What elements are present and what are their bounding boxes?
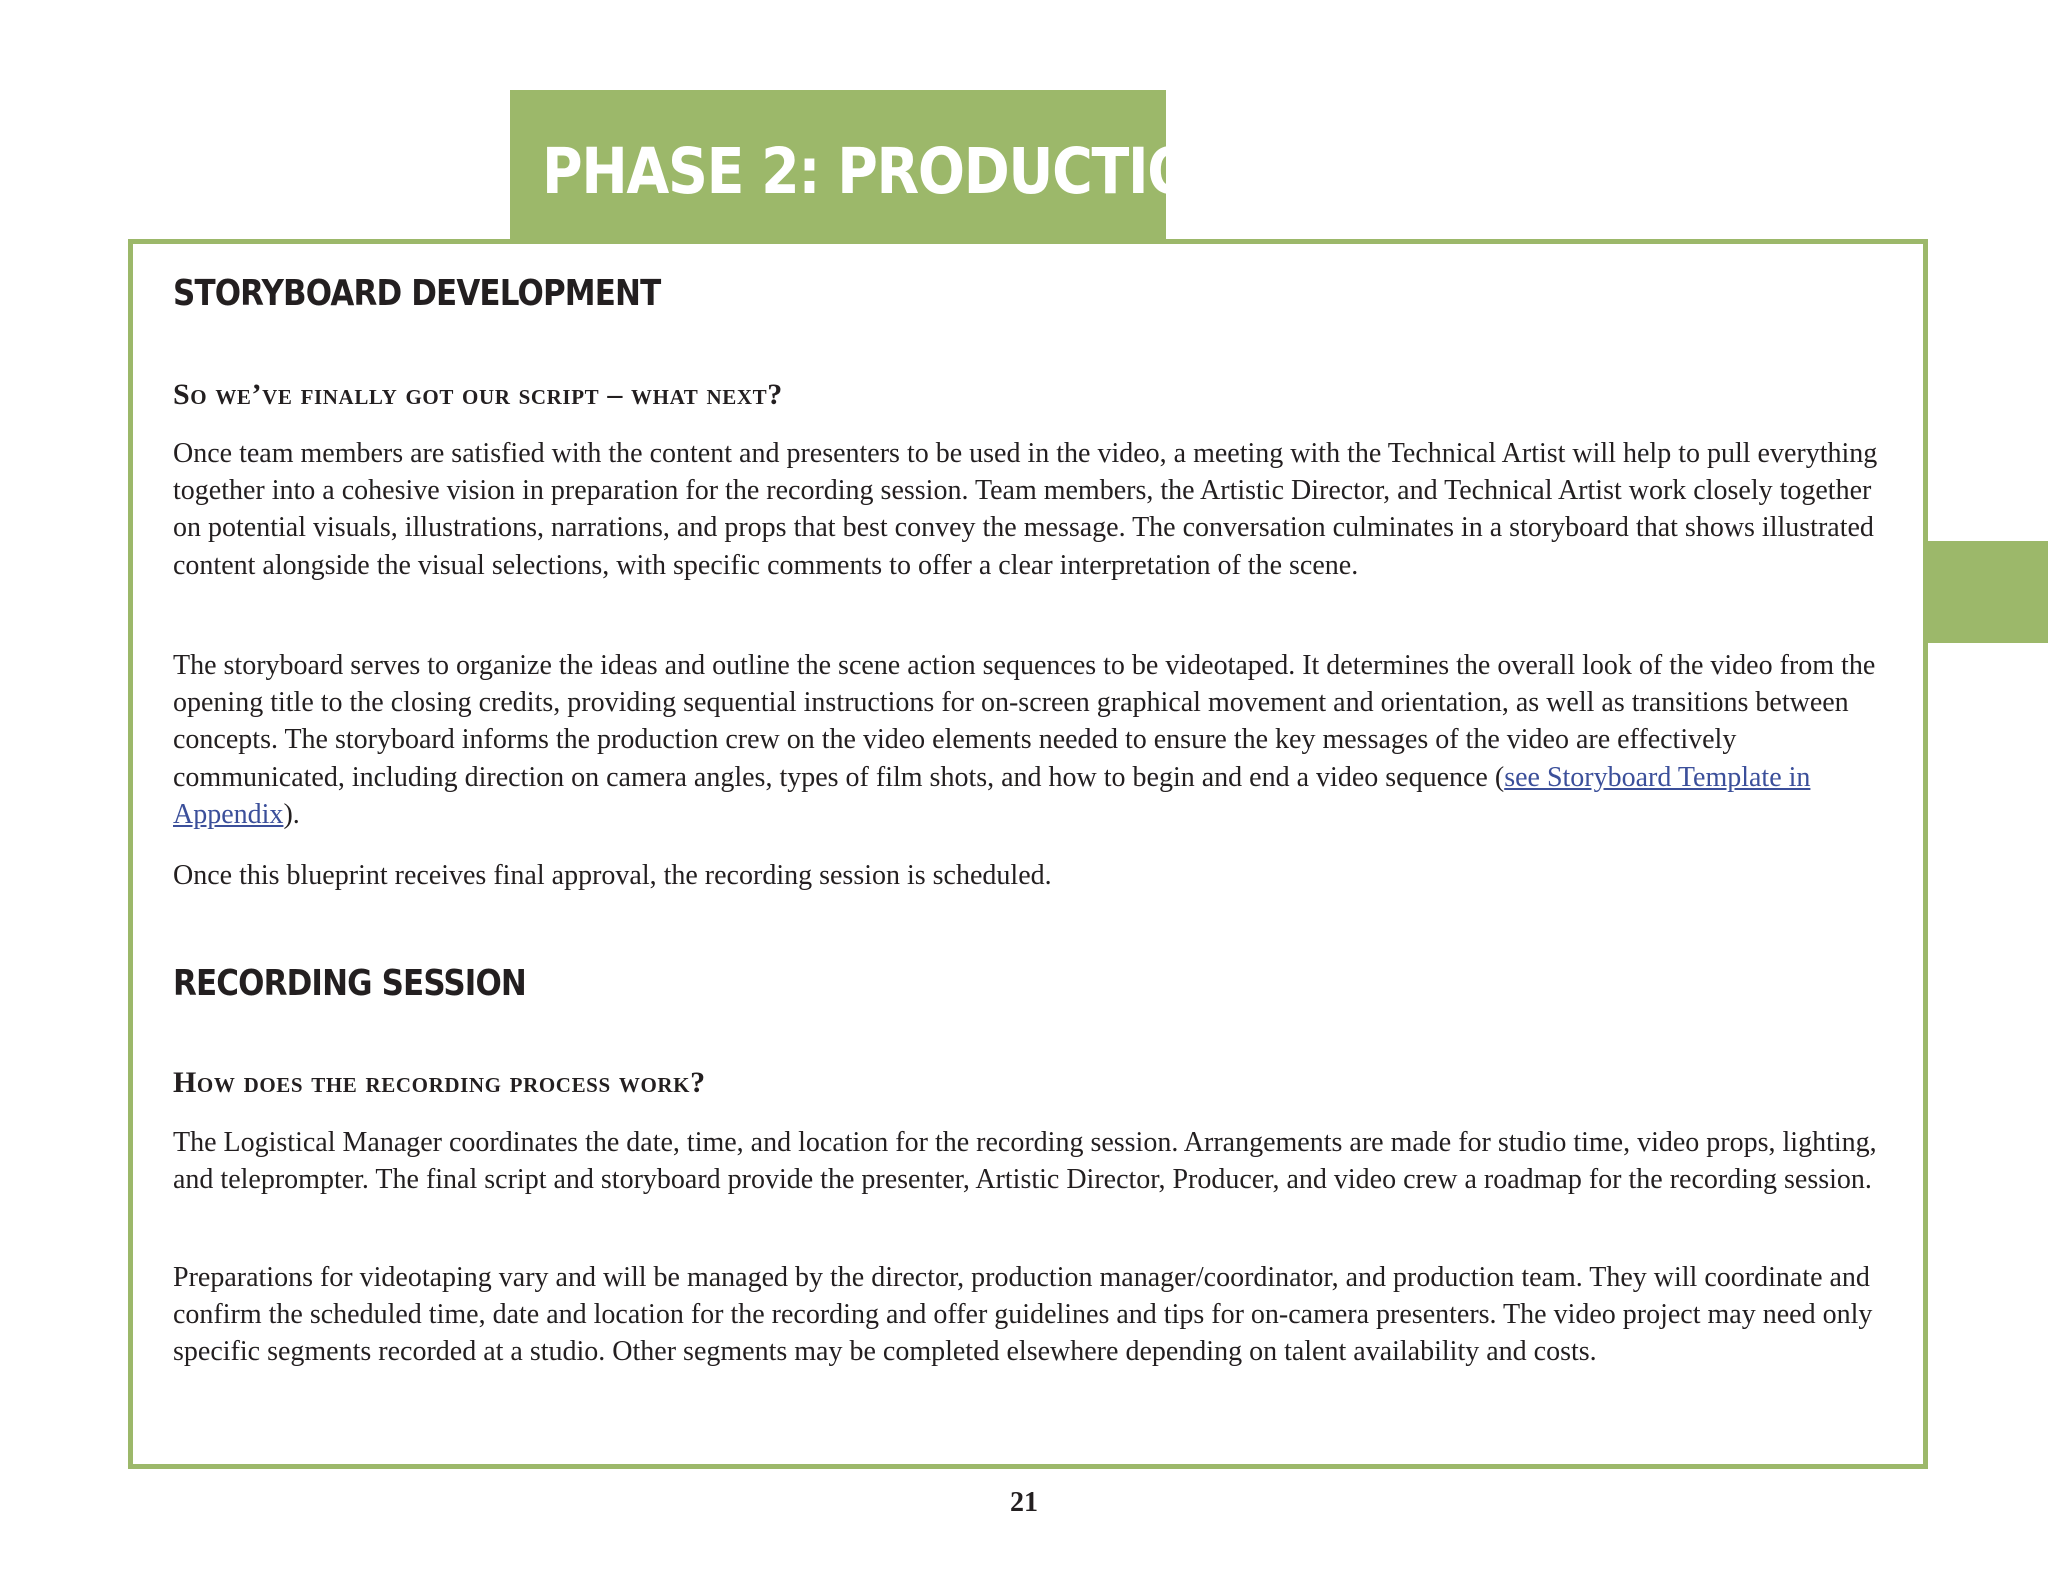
subheading-recording: How does the recording process work?: [173, 1066, 706, 1099]
side-thumb-tab: [1928, 541, 2048, 643]
paragraph-storyboard-3: Once this blueprint receives final approval, the recording session is scheduled.: [173, 860, 1052, 891]
subheading-storyboard: So we’ve finally got our script – what next?: [173, 378, 783, 411]
paragraph-text-end: ).: [283, 798, 300, 830]
paragraph-storyboard-1: Once team members are satisfied with the content and presenters to be used in the video, a meeting with the Technical Artist will help to pull everything together into a cohesive vision in preparation for the recording session. Team members, the Artistic Director, and Technical Artist work closely together on potential visuals, illustrations, narrations, and props that best convey the message. The conversation culminates in a storyboard that shows illustrated content alongside the visual selections, with specific comments to offer a clear interpretation of the scene.: [173, 438, 1878, 581]
section-heading-recording: RECORDING SESSION: [173, 963, 526, 1004]
paragraph-storyboard-2: [173, 647, 1905, 833]
content-box: [128, 239, 1928, 1469]
phase-title: PHASE 2: PRODUCTION: [542, 135, 1239, 208]
paragraph-text: The storyboard serves to organize the ideas and outline the scene action sequences to be videotaped. It determines the overall look of the video from the opening title to the closing credits, providing sequential instructions for on-screen graphical movement and orientation, as well as transitions between concepts. The storyboard informs the production crew on the video elements needed to ensure the key messages of the video are effectively communicated, including direction on camera angles, types of film shots, and how to begin and end a video sequence (: [173, 650, 1876, 793]
phase-tab: [510, 90, 1239, 242]
page-number: 21: [1010, 1487, 1038, 1518]
paragraph-recording-2: Preparations for videotaping vary and will be managed by the director, production manager/coordinator, and production team. They will coordinate and confirm the scheduled time, date and location for the recording and offer guidelines and tips for on-camera presenters. The video project may need only specific segments recorded at a studio. Other segments may be completed elsewhere depending on talent availability and costs.: [173, 1262, 1873, 1368]
section-heading-storyboard: STORYBOARD DEVELOPMENT: [173, 273, 661, 314]
storyboard-template-link[interactable]: see Storyboard Template in Appendix: [173, 761, 1811, 830]
paragraph-recording-1: The Logistical Manager coordinates the date, time, and location for the recording session. Arrangements are made for studio time, video props, lighting, and teleprompter. The final script and storyboard provide the presenter, Artistic Director, Producer, and video crew a roadmap for the recording session.: [173, 1127, 1877, 1196]
